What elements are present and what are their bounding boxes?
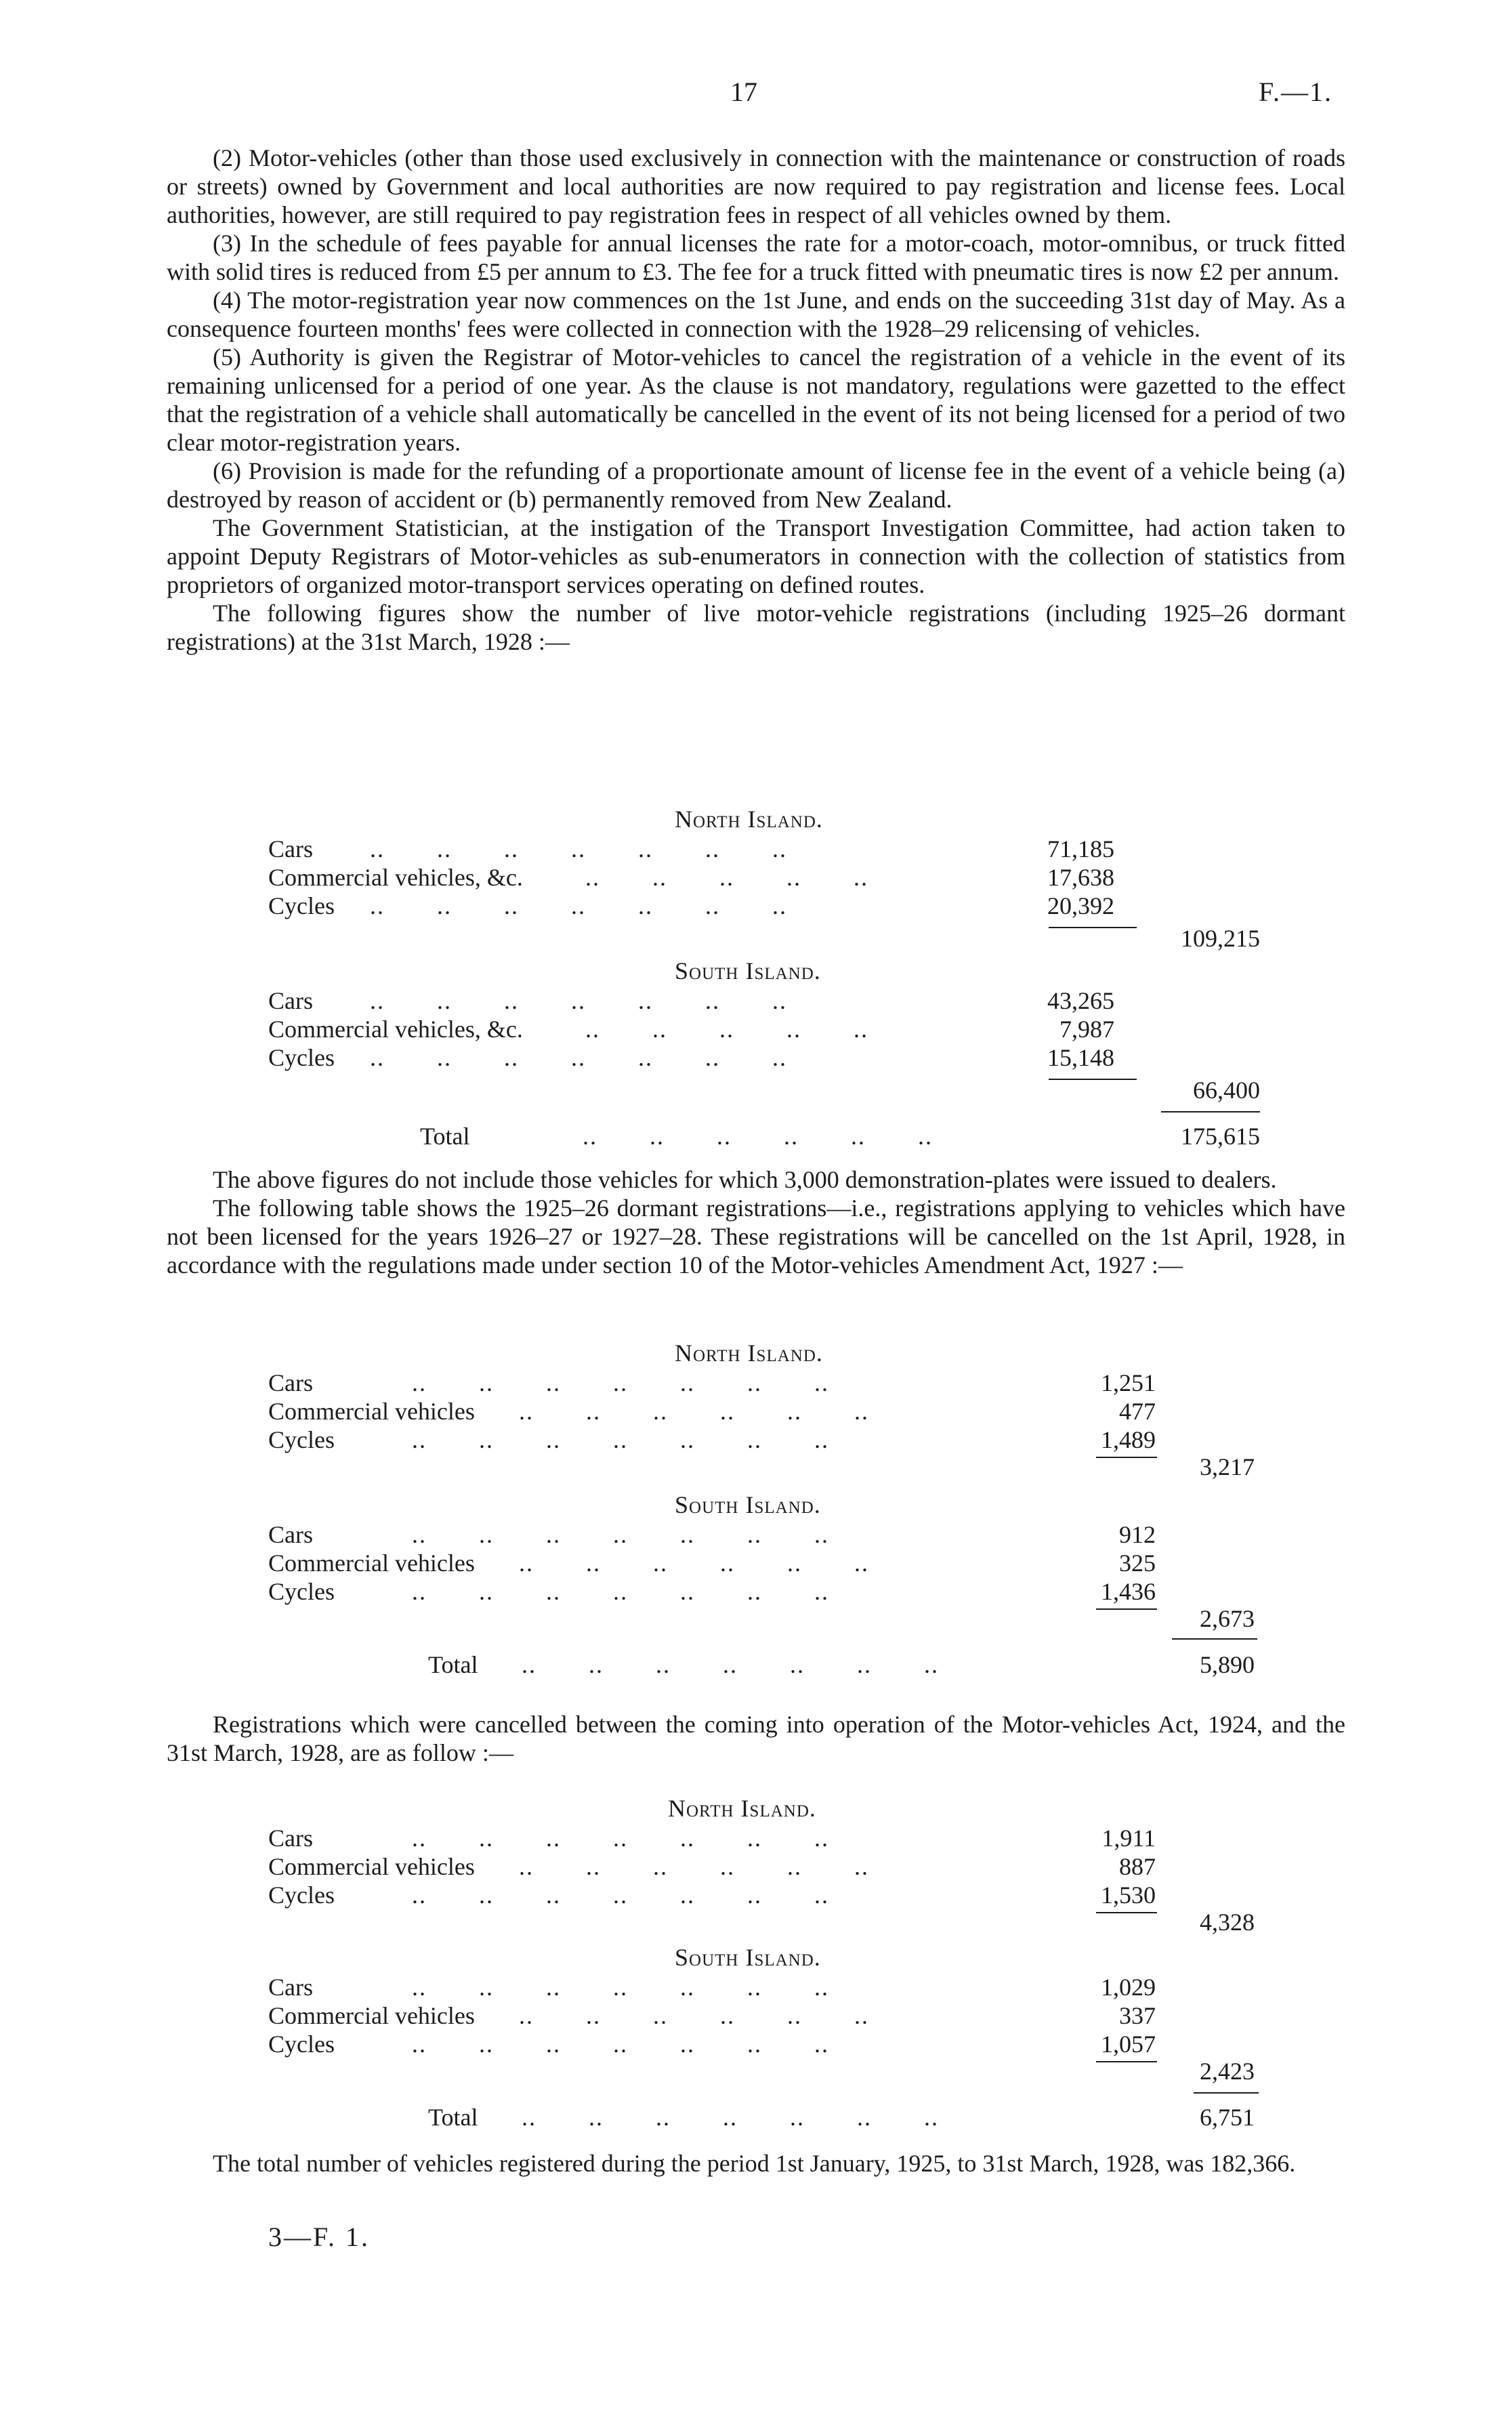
row-value: 1,436 — [1101, 1578, 1156, 1605]
table-row — [268, 1881, 1284, 1909]
dot-leader: .. .. .. .. .. .. .. — [370, 1044, 787, 1071]
table-row — [268, 1043, 1284, 1072]
row-value: 325 — [1119, 1550, 1156, 1577]
row-value: 337 — [1119, 2002, 1156, 2029]
opening-paragraphs — [167, 144, 1345, 656]
row-value: 43,265 — [1047, 987, 1114, 1014]
dot-leader-row — [522, 2103, 1131, 2132]
paragraph: (4) The motor-registration year now commences on the 1st June, and ends on the succeeding 31st day of May. As a consequence fourteen months' fees were collected in connection with the 1928–29 relicensing of vehicles. — [167, 287, 1345, 342]
subtotal-value: 109,215 — [1181, 925, 1260, 952]
row-label: Cycles — [268, 1044, 335, 1071]
row-label: Commercial vehicles — [268, 1550, 475, 1577]
table-row — [268, 1015, 1284, 1043]
grand-total-value: 175,615 — [1181, 1123, 1260, 1150]
paragraph: (2) Motor-vehicles (other than those used exclusively in connection with the maintenance or construction of roads or streets) owned by Government and local authorities are now required to pay registration and license fees. Local authorities, however, are still required to pay registration fees in respect of all vehicles owned by them. — [167, 144, 1345, 228]
table-row — [268, 863, 1284, 892]
total-label: Total — [428, 2104, 478, 2131]
table-row — [268, 986, 1284, 1015]
table-row — [268, 1852, 1284, 1881]
table-row — [268, 1369, 1284, 1397]
subtotal-value: 2,673 — [1200, 1605, 1255, 1632]
dot-leader: .. .. .. .. .. .. — [519, 1853, 869, 1880]
row-label: Cars — [268, 1974, 313, 2001]
dot-leader: .. .. .. .. .. — [585, 864, 868, 891]
row-value: 71,185 — [1047, 835, 1114, 862]
column-rule — [1049, 927, 1137, 928]
row-label: Cars — [268, 835, 313, 862]
row-value: 1,489 — [1101, 1426, 1156, 1453]
row-label: Commercial vehicles — [268, 1398, 475, 1425]
total-rule — [1194, 2092, 1259, 2094]
table3-north-heading: North Island. — [668, 1795, 816, 1822]
table-row — [268, 1549, 1284, 1577]
column-rule — [1049, 1079, 1137, 1080]
row-value: 20,392 — [1047, 892, 1114, 919]
dot-leader: .. .. .. .. .. .. .. — [412, 1974, 829, 2001]
paragraph: (6) Provision is made for the refunding of a proportionate amount of license fee in the event of a vehicle being (a) destroyed by reason of accident or (b) permanently removed from New Zealand. — [167, 457, 1345, 513]
table-row — [268, 835, 1284, 863]
row-value: 1,057 — [1101, 2031, 1156, 2058]
paragraph: (3) In the schedule of fees payable for annual licenses the rate for a motor-coach, motor-omnibus, or truck fitted with solid tires is reduced from £5 per annum to £3. The fee for a truck fitted with pneumatic tires is now £2 per annum. — [167, 230, 1345, 285]
table1-south-heading: South Island. — [675, 957, 821, 984]
row-label: Cycles — [268, 2031, 335, 2058]
dot-leader: .. .. .. .. .. .. .. — [370, 892, 787, 919]
row-value: 15,148 — [1047, 1044, 1114, 1071]
row-label: Cars — [268, 1521, 313, 1548]
table-row — [268, 2001, 1284, 2030]
dot-leader: .. .. .. .. .. .. .. — [412, 1521, 829, 1548]
subtotal-value: 2,423 — [1200, 2058, 1255, 2085]
middle-paragraphs — [167, 1165, 1345, 1279]
subtotal-value: 3,217 — [1200, 1453, 1255, 1480]
printer-signature-mark: 3—F. 1. — [268, 2222, 371, 2252]
row-value: 17,638 — [1047, 864, 1114, 891]
row-value: 912 — [1119, 1521, 1156, 1548]
table-row — [268, 1520, 1284, 1549]
row-label: Cars — [268, 987, 313, 1014]
table-row — [268, 1973, 1284, 2001]
row-label: Cycles — [268, 1426, 335, 1453]
total-label: Total — [420, 1123, 470, 1150]
row-value: 1,911 — [1101, 1825, 1156, 1852]
subtotal-value: 4,328 — [1200, 1909, 1255, 1936]
paragraph: (5) Authority is given the Registrar of Motor-vehicles to cancel the registration of a vehicle in the event of its remaining unlicensed for a period of one year. As the clause is not mandatory, regulations were gazetted to the effect that the registration of a vehicle shall automatically be cancelled in the event of its not being licensed for a period of two clear motor-registration years. — [167, 344, 1345, 456]
final-paragraph — [167, 2149, 1345, 2178]
table2-north-heading: North Island. — [675, 1339, 823, 1367]
paragraph: The following figures show the number of live motor-vehicle registrations (including 1925–26 dormant registrations) at the 31st March, 1928 :— — [167, 600, 1345, 655]
table1-north-heading: North Island. — [675, 806, 823, 833]
dot-leader: .. .. .. .. .. .. .. — [522, 1651, 939, 1678]
table-row — [268, 1577, 1284, 1606]
paragraph: Registrations which were cancelled between the coming into operation of the Motor-vehicles Act, 1924, and the 31st March, 1928, are as follow :— — [167, 1711, 1345, 1766]
grand-total-value: 6,751 — [1200, 2104, 1255, 2131]
dot-leader: .. .. .. .. .. .. .. — [370, 987, 787, 1014]
table-row — [268, 892, 1284, 920]
dot-leader: .. .. .. .. .. .. .. — [412, 1881, 829, 1909]
dot-leader: .. .. .. .. .. .. .. — [370, 835, 787, 862]
paragraph: The total number of vehicles registered during the period 1st January, 1925, to 31st March, 1928, was 182,366. — [213, 2150, 1296, 2177]
document-reference: F.—1. — [1259, 77, 1333, 107]
row-value: 7,987 — [1059, 1016, 1114, 1043]
row-value: 887 — [1119, 1853, 1156, 1880]
cancelled-paragraph — [167, 1710, 1345, 1767]
table-row — [268, 1824, 1284, 1852]
total-label: Total — [428, 1651, 478, 1678]
row-label: Cycles — [268, 1881, 335, 1909]
page-number: 17 — [730, 77, 757, 107]
row-label: Cars — [268, 1825, 313, 1852]
dot-leader: .. .. .. .. .. .. — [519, 1550, 869, 1577]
dot-leader: .. .. .. .. .. .. — [519, 2002, 869, 2029]
row-value: 477 — [1119, 1398, 1156, 1425]
table-row — [268, 1397, 1284, 1426]
total-rule — [1172, 1638, 1257, 1640]
paragraph: The Government Statistician, at the instigation of the Transport Investigation Committee, had action taken to appoint Deputy Registrars of Motor-vehicles as sub-enumerators in connection with the collection of statistics from proprietors of organized motor-transport services operating on defined routes. — [167, 514, 1345, 598]
table-row — [268, 1426, 1284, 1454]
dot-leader: .. .. .. .. .. .. — [519, 1398, 869, 1425]
dot-leader: .. .. .. .. .. .. .. — [412, 1825, 829, 1852]
total-rule — [1161, 1111, 1260, 1112]
dot-leader: .. .. .. .. .. .. .. — [412, 2031, 829, 2058]
table3-south-heading: South Island. — [675, 1944, 821, 1971]
row-label: Commercial vehicles, &c. — [268, 864, 523, 891]
row-label: Cycles — [268, 1578, 335, 1605]
table2-south-heading: South Island. — [675, 1491, 821, 1518]
dot-leader-row — [583, 1122, 933, 1150]
row-value: 1,251 — [1101, 1369, 1156, 1396]
row-label: Commercial vehicles — [268, 1853, 475, 1880]
row-value: 1,029 — [1101, 1974, 1156, 2001]
dot-leader: .. .. .. .. .. — [585, 1016, 868, 1043]
dot-leader: .. .. .. .. .. .. — [583, 1123, 933, 1150]
dot-leader: .. .. .. .. .. .. .. — [522, 2104, 939, 2131]
dot-leader-row — [522, 1650, 1131, 1679]
row-value: 1,530 — [1101, 1881, 1156, 1909]
dot-leader: .. .. .. .. .. .. .. — [412, 1578, 829, 1605]
row-label: Commercial vehicles — [268, 2002, 475, 2029]
paragraph: The above figures do not include those vehicles for which 3,000 demonstration-plates were issued to dealers. — [213, 1166, 1277, 1193]
row-label: Commercial vehicles, &c. — [268, 1016, 523, 1043]
subtotal-value: 66,400 — [1193, 1077, 1260, 1104]
dot-leader: .. .. .. .. .. .. .. — [412, 1369, 829, 1396]
row-label: Cycles — [268, 892, 335, 919]
row-label: Cars — [268, 1369, 313, 1396]
dot-leader: .. .. .. .. .. .. .. — [412, 1426, 829, 1453]
paragraph: The following table shows the 1925–26 dormant registrations—i.e., registrations applying to vehicles which have not been licensed for the years 1926–27 or 1927–28. These registrations will be cancelled on the 1st April, 1928, in accordance with the regulations made under section 10 of the Motor-vehicles Amendment Act, 1927 :— — [167, 1194, 1345, 1278]
table-row — [268, 2030, 1284, 2058]
grand-total-value: 5,890 — [1200, 1651, 1255, 1678]
